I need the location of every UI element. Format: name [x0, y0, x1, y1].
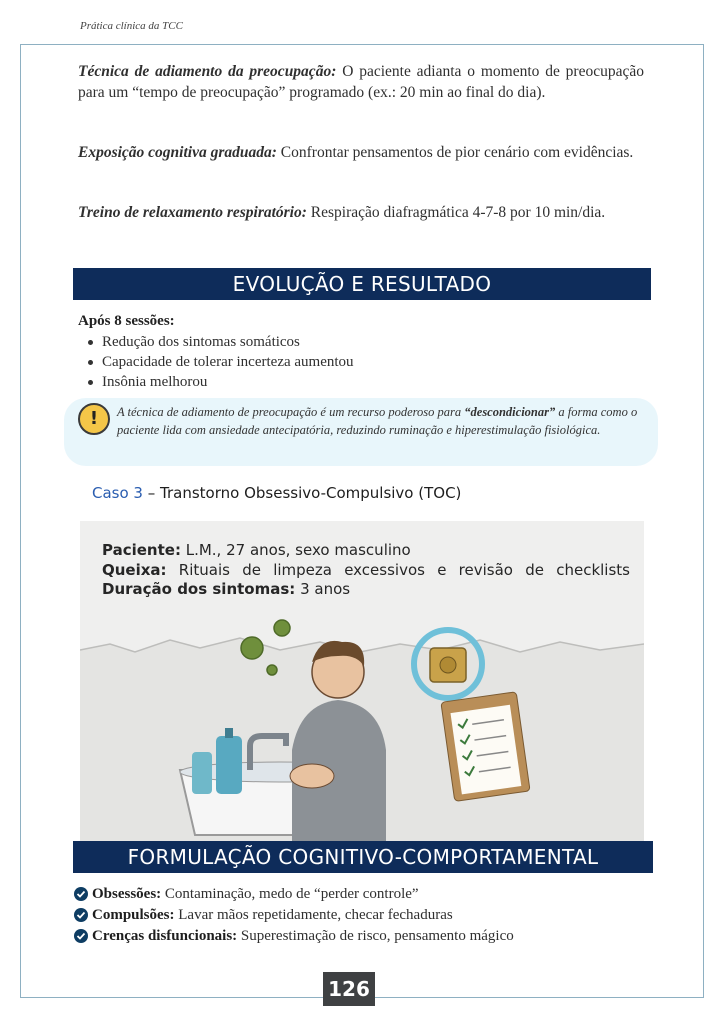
technique-text: Respiração diafragmática 4-7-8 por 10 min/dia.: [306, 204, 606, 221]
note-emphasis: “descondicionar”: [464, 405, 556, 419]
technique-lead: Treino de relaxamento respiratório:: [78, 204, 307, 221]
after-sessions-title: Após 8 sessões:: [78, 313, 175, 329]
case-label: Caso 3: [92, 484, 143, 502]
complaint-row: [102, 561, 630, 581]
running-header: Prática clínica da TCC: [80, 20, 183, 32]
note-text: [117, 404, 645, 439]
toc-illustration: [80, 600, 644, 843]
technique-text: O paciente adianta o momento de preocupação para um “tempo de preocupação” programado (ex.: 20 min ao final do dia).: [78, 63, 644, 101]
patient-value: L.M., 27 anos, sexo masculino: [180, 541, 411, 559]
list-item: [78, 884, 514, 905]
technique-lead: Técnica de adiamento da preocupação:: [78, 63, 337, 80]
technique-paragraph: [78, 62, 644, 103]
list-item: Insônia melhorou: [88, 372, 354, 392]
patient-row: [102, 541, 630, 561]
check-circle-icon: [74, 929, 88, 943]
item-value: Superestimação de risco, pensamento mágico: [237, 928, 514, 944]
list-item: Redução dos sintomas somáticos: [88, 332, 354, 352]
case-info: [102, 541, 630, 600]
duration-value: 3 anos: [295, 580, 351, 598]
checklist-clipboard: [441, 692, 530, 802]
patient-label: Paciente:: [102, 541, 181, 559]
complaint-label: Queixa:: [102, 560, 167, 579]
duration-label: Duração dos sintomas:: [102, 580, 296, 598]
item-key: Crenças disfuncionais:: [92, 928, 238, 944]
list-item: [78, 926, 514, 947]
note-text-part: A técnica de adiamento de preocupação é um recurso poderoso para: [117, 405, 465, 419]
list-item: Capacidade de tolerar incerteza aumentou: [88, 352, 354, 372]
item-value: Contaminação, medo de “perder controle”: [161, 886, 419, 902]
page-number: 126: [323, 972, 375, 1006]
exclamation-icon: !: [78, 403, 110, 435]
item-key: Compulsões:: [92, 907, 175, 923]
complaint-value: Rituais de limpeza excessivos e revisão de checklists: [166, 560, 630, 579]
list-item: [78, 905, 514, 926]
check-circle-icon: [74, 908, 88, 922]
case-heading: – Transtorno Obsessivo-Compulsivo (TOC): [142, 484, 462, 502]
evolution-list: [88, 332, 354, 392]
duration-row: [102, 580, 630, 600]
check-circle-icon: [74, 887, 88, 901]
formulation-banner: FORMULAÇÃO COGNITIVO-COMPORTAMENTAL: [73, 841, 653, 873]
item-value: Lavar mãos repetidamente, checar fechaduras: [174, 907, 453, 923]
evolution-banner: EVOLUÇÃO E RESULTADO: [73, 268, 651, 300]
technique-lead: Exposição cognitiva graduada:: [78, 144, 277, 161]
hands: [290, 764, 334, 788]
technique-paragraph: [78, 203, 644, 224]
soap-bottle: [192, 752, 212, 794]
case-title: [92, 484, 461, 502]
item-key: Obsessões:: [92, 886, 162, 902]
note-text-part: a forma como o paciente lida com ansiedade antecipatória, reduzindo ruminação e hiperestimulação fisiológica.: [117, 405, 638, 437]
technique-paragraph: [78, 143, 644, 164]
technique-text: Confrontar pensamentos de pior cenário com evidências.: [276, 144, 634, 161]
formulation-list: [78, 884, 514, 947]
